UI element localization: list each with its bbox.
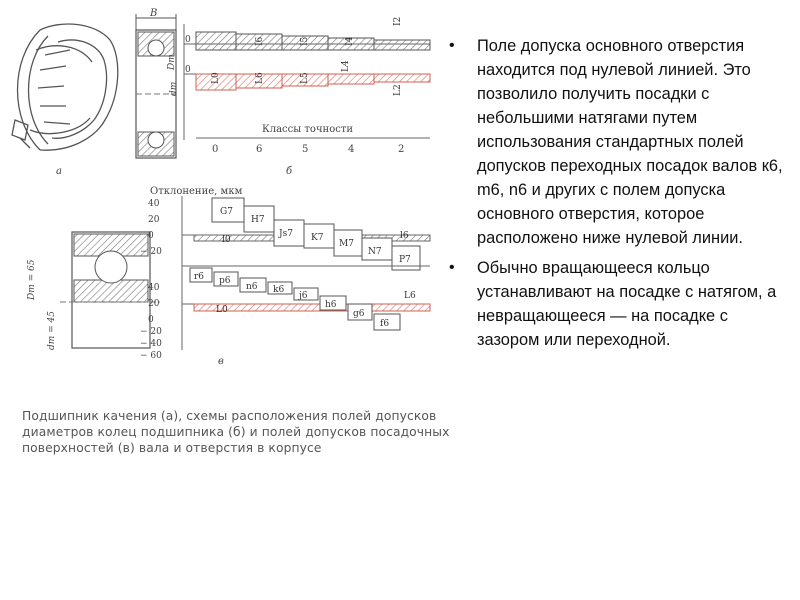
zone-label-k6: k6 xyxy=(273,285,285,295)
zone-label-h6: h6 xyxy=(325,300,337,310)
dim-b-label: B xyxy=(150,8,158,19)
lower-zero-label: 0 xyxy=(185,65,191,75)
zone-label-n7: N7 xyxy=(368,247,382,257)
zone-label-n6: n6 xyxy=(246,282,258,292)
fits-diagram-c xyxy=(140,186,430,367)
line-label-l0: l0 xyxy=(222,235,231,245)
line-label-l6: l6 xyxy=(400,231,409,241)
zone-label-js7: Js7 xyxy=(279,229,293,239)
upper-tick-20: 20 xyxy=(148,215,160,225)
zone-label-g7: G7 xyxy=(220,207,233,217)
zone-label-p6: p6 xyxy=(219,276,231,286)
field-label-l4: L4 xyxy=(341,60,351,72)
line-label-L0: L0 xyxy=(216,305,228,315)
Dm-dimension: Dm = 65 xyxy=(27,259,37,300)
class-label-0: 0 xyxy=(212,144,219,155)
figure-caption: Подшипник качения (а), схемы расположения полей допусков диаметров колец подшипника (б) и полей допусков посадочных поверхностей (в) вала и отверстия в корпусе xyxy=(22,409,450,455)
class-label-2: 2 xyxy=(398,144,405,155)
L0-field xyxy=(194,304,430,311)
zone-label-j6: j6 xyxy=(299,291,308,301)
precision-axis-title: Классы точности xyxy=(262,124,354,135)
field-zone-l2 xyxy=(374,74,430,82)
field-zone-l4 xyxy=(328,74,374,84)
zone-label-k7: K7 xyxy=(311,233,324,243)
panel-label-a: а xyxy=(56,166,62,177)
zone-label-g6: g6 xyxy=(353,309,365,319)
class-label-6: 6 xyxy=(256,144,263,155)
field-label-l0: L0 xyxy=(211,72,221,84)
figure-caption-box xyxy=(22,408,452,456)
lower-tick-40: 40 xyxy=(148,283,160,293)
field-label-i2: I2 xyxy=(393,16,403,26)
field-label-i4: I4 xyxy=(345,36,355,46)
field-zone-i2 xyxy=(374,40,430,50)
bullet-item xyxy=(445,256,785,352)
tolerance-fields-b xyxy=(167,17,430,177)
zone-label-h7: H7 xyxy=(251,215,265,225)
upper-tick-0: 0 xyxy=(148,231,154,241)
bullet-list xyxy=(445,34,785,358)
zone-label-m7: M7 xyxy=(339,239,354,249)
class-label-5: 5 xyxy=(302,144,309,155)
field-label-i6: I6 xyxy=(255,36,265,46)
bearing-sketch xyxy=(12,24,118,150)
line-label-L6: L6 xyxy=(404,291,416,301)
lower-tick-20: 20 xyxy=(148,299,160,309)
zone-label-p7: P7 xyxy=(399,255,411,265)
bullet-item xyxy=(445,34,785,250)
Dm-axis-label: Dm xyxy=(167,54,177,70)
field-label-i5: I5 xyxy=(300,36,310,46)
panel-label-c: в xyxy=(218,356,224,367)
lower-tick-0: 0 xyxy=(148,315,154,325)
lower-tick-minus60: − 60 xyxy=(140,351,162,361)
zone-label-f6: f6 xyxy=(380,319,390,329)
deviation-axis-title: Отклонение, мкм xyxy=(150,186,243,197)
field-zone-i0 xyxy=(196,32,236,50)
upper-tick-40: 40 xyxy=(148,199,160,209)
zone-label-r6: r6 xyxy=(194,272,205,282)
panel-label-b: б xyxy=(286,166,293,177)
upper-tick-minus20: − 20 xyxy=(140,247,162,257)
bullet-symbol: • xyxy=(449,259,455,276)
field-label-l2: L2 xyxy=(393,84,403,96)
class-label-4: 4 xyxy=(348,144,355,155)
lower-tick-minus20: − 20 xyxy=(140,327,162,337)
bullet-text: Обычно вращающееся кольцо устанавливают на посадке с натягом, а невращающееся — на посадке с зазором или переходной. xyxy=(477,259,777,349)
dm-axis-label: dm xyxy=(169,81,179,96)
field-label-l5: L5 xyxy=(300,72,310,84)
lower-tick-minus40: − 40 xyxy=(140,339,162,349)
bullet-text: Поле допуска основного отверстия находится под нулевой линией. Это позволило получить посадки с небольшими натягами путем использования стандартных полей допусков переходных посадок валов к6, m6, n6 и других с полем допуска основного отверстия, которое расположено ниже нулевой линии. xyxy=(477,37,783,247)
upper-zero-label: 0 xyxy=(185,35,191,45)
bullet-symbol: • xyxy=(449,37,455,54)
field-label-l6: L6 xyxy=(255,72,265,84)
dm-dimension: dm = 45 xyxy=(47,310,57,350)
